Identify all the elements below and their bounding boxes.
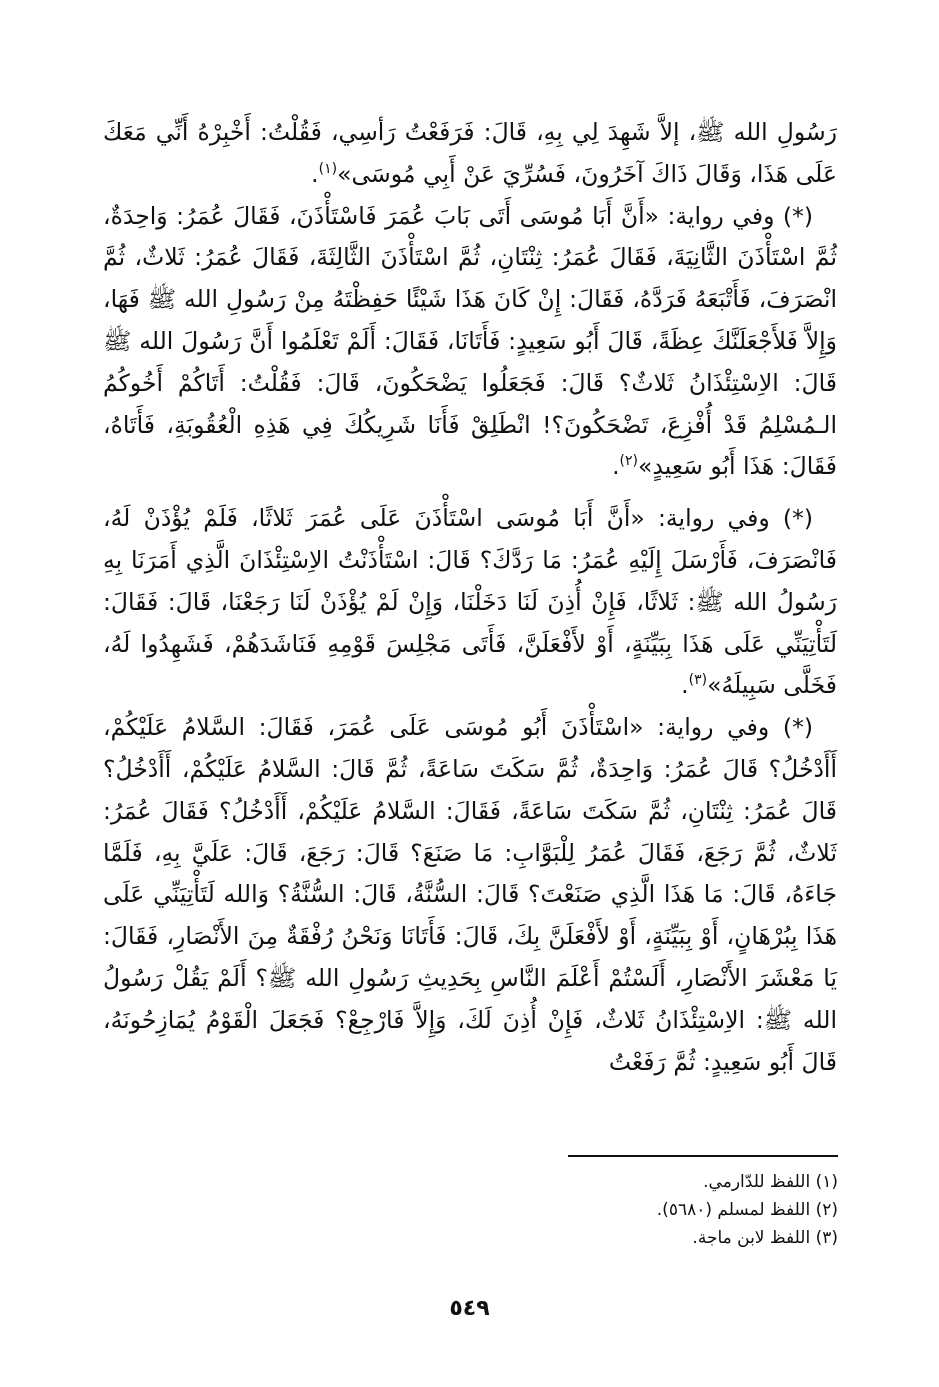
footnote-1: (١) اللفظ للدّارمي. [703, 1172, 838, 1192]
footnote-3: (٣) اللفظ لابن ماجة. [692, 1228, 838, 1248]
main-text-block [103, 112, 837, 1083]
paragraph-1-text: رَسُولِ الله ﷺ، إلاَّ شَهِدَ لِي بِهِ، قَالَ: فَرَفَعْتُ رَأسِي، فَقُلْتُ: أَخْبِرْهُ أَنِّي مَعَكَ عَلَى هَذَا، وَقَالَ ذَاكَ آخَرُونَ، فَسُرِّيَ عَنْ أَبِي مُوسَى» [103, 118, 837, 188]
footnote-ref-2: (٢) [619, 453, 639, 470]
footnote-ref-1: (١) [318, 160, 338, 177]
footnote-2: (٢) اللفظ لمسلم (٥٦٨٠). [656, 1200, 838, 1220]
footnote-ref-3: (٣) [688, 672, 708, 689]
footnotes-block [420, 1168, 838, 1252]
paragraph-1-tail: . [311, 159, 319, 188]
paragraph-3-text: (*) وفي رواية: «أَنَّ أَبَا مُوسَى اسْتَأْذَنَ عَلَى عُمَرَ ثَلاثًا، فَلَمْ يُؤْذَنْ لَهُ، فَانْصَرَفَ، فَأَرْسَلَ إِلَيْهِ عُمَرُ: مَا رَدَّكَ؟ قَالَ: اسْتَأْذَنْتُ الاِسْتِئْذَانَ الَّذِي أَمَرَنَا بِهِ رَسُولُ الله ﷺ: ثَلاثًا، فَإِنْ أُذِنَ لَنَا دَخَلْنَا، وَإِنْ لَمْ يُؤْذَنْ لَنَا رَجَعْنَا، قَالَ: فَقَالَ: لَتَأْتِيَنِّي عَلَى هَذَا بِبَيِّنَةٍ، أَوْ لأَفْعَلَنَّ، فَأَتَى مَجْلِسَ قَوْمِهِ فَنَاشَدَهُمْ، فَشَهِدُوا لَهُ، فَخَلَّى سَبِيلَهُ» [103, 504, 837, 700]
paragraph-2-text: (*) وفي رواية: «أَنَّ أَبَا مُوسَى أَتَى بَابَ عُمَرَ فَاسْتَأْذَنَ، فَقَالَ عُمَرُ: وَاحِدَةٌ، ثُمَّ اسْتَأْذَنَ الثَّانِيَةَ، فَقَالَ عُمَرُ: ثِنْتَانِ، ثُمَّ اسْتَأْذَنَ الثَّالِثَةَ، فَقَالَ عُمَرُ: ثَلاثٌ، ثُمَّ انْصَرَفَ، فَأَتْبَعَهُ فَرَدَّهُ، فَقَالَ: إِنْ كَانَ هَذَا شَيْئًا حَفِظْتَهُ مِنْ رَسُولِ الله ﷺ فَهَا، وَإِلاَّ فَلأَجْعَلَنَّكَ عِظَةً، قَالَ أَبُو سَعِيدٍ: فَأَتَانَا، فَقَالَ: أَلَمْ تَعْلَمُوا أَنَّ رَسُولَ الله ﷺ قَالَ: الاِسْتِئْذَانُ ثَلاثٌ؟ قَالَ: فَجَعَلُوا يَضْحَكُونَ، قَالَ: فَقُلْتُ: أَتَاكُمْ أَخُوكُمُ الـمُسْلِمُ قَدْ أُفْزِعَ، تَضْحَكُونَ؟! انْطَلِقْ فَأَنَا شَرِيكُكَ فِي هَذِهِ الْعُقُوبَةِ، فَأَتَاهُ، فَقَالَ: هَذَا أَبُو سَعِيدٍ» [103, 201, 837, 481]
paragraph-4-text: (*) وفي رواية: «اسْتَأْذَنَ أَبُو مُوسَى عَلَى عُمَرَ، فَقَالَ: السَّلامُ عَلَيْكُمْ، أَأَدْخُلُ؟ قَالَ عُمَرُ: وَاحِدَةٌ، ثُمَّ سَكَتَ سَاعَةً، ثُمَّ قَالَ: السَّلامُ عَلَيْكُمْ، أَأَدْخُلُ؟ قَالَ عُمَرُ: ثِنْتَانِ، ثُمَّ سَكَتَ سَاعَةً، فَقَالَ: السَّلامُ عَلَيْكُمْ، أَأَدْخُلُ؟ فَقَالَ عُمَرُ: ثَلاثٌ، ثُمَّ رَجَعَ، فَقَالَ عُمَرُ لِلْبَوَّابِ: مَا صَنَعَ؟ قَالَ: رَجَعَ، قَالَ: عَلَيَّ بِهِ، فَلَمَّا جَاءَهُ، قَالَ: مَا هَذَا الَّذِي صَنَعْتَ؟ قَالَ: السُّنَّةُ، قَالَ: السُّنَّةُ؟ وَالله لَتَأْتِيَنِّي عَلَى هَذَا بِبُرْهَانٍ، أَوْ بِبَيِّنَةٍ، أَوْ لأَفْعَلَنَّ بِكَ، قَالَ: فَأَتَانَا وَنَحْنُ رُفْقَةٌ مِنَ الأَنْصَارِ، فَقَالَ: يَا مَعْشَرَ الأَنْصَارِ، أَلَسْتُمْ أَعْلَمَ النَّاسِ بِحَدِيثِ رَسُولِ الله ﷺ؟ أَلَمْ يَقُلْ رَسُولُ الله ﷺ: الاِسْتِئْذَانُ ثَلاثٌ، فَإِنْ أُذِنَ لَكَ، وَإِلاَّ فَارْجِعْ؟ فَجَعَلَ الْقَوْمُ يُمَازِحُونَهُ، قَالَ أَبُو سَعِيدٍ: ثُمَّ رَفَعْتُ [103, 713, 837, 1076]
paragraph-2-tail: . [612, 452, 620, 481]
paragraph-2 [103, 196, 837, 489]
paragraph-4 [103, 707, 837, 1083]
footnote-divider [568, 1155, 838, 1157]
paragraph-3-tail: . [681, 671, 689, 700]
paragraph-3 [103, 498, 837, 707]
paragraph-1 [103, 112, 837, 196]
page-number: ٥٤٩ [449, 1296, 490, 1321]
